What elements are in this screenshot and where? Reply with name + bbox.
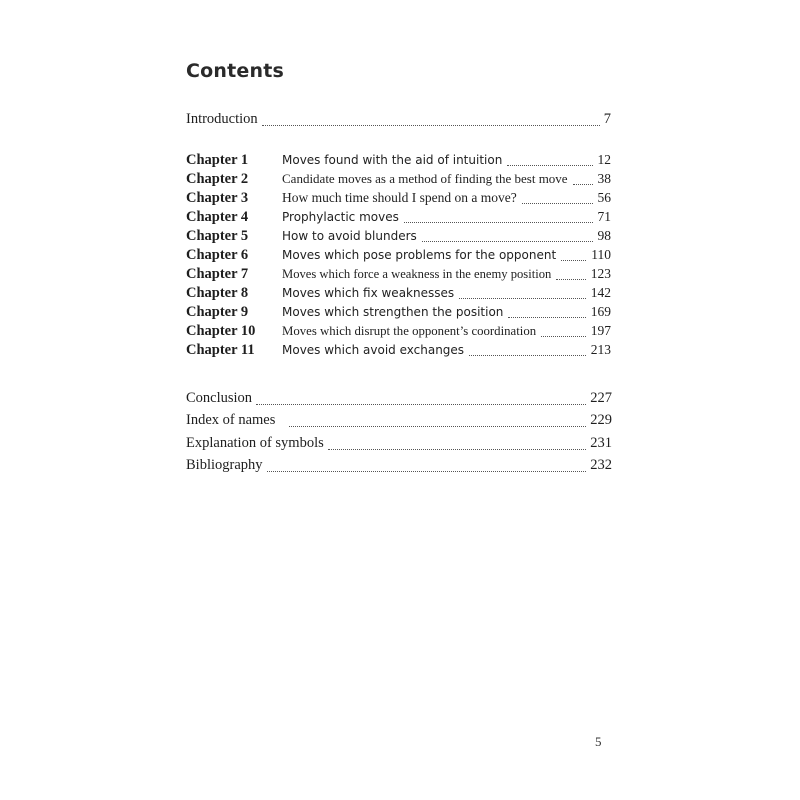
toc-entry-page: 227	[590, 390, 612, 406]
toc-entry-conclusion	[186, 390, 612, 410]
chapter-number: Chapter 10	[186, 323, 256, 339]
dot-leader	[328, 439, 587, 450]
toc-entry-page: 229	[590, 412, 612, 428]
chapter-page: 169	[590, 304, 611, 319]
toc-entry-label: Bibliography	[186, 457, 263, 473]
toc-entry-label: Explanation of symbols	[186, 435, 324, 451]
toc-entry-explanation-of-symbols	[186, 435, 612, 455]
dot-leader	[573, 175, 593, 185]
chapter-page: 12	[597, 152, 611, 167]
dot-leader	[267, 461, 587, 472]
dot-leader	[469, 346, 586, 356]
chapter-number: Chapter 4	[186, 209, 249, 225]
page-number: 5	[595, 734, 602, 749]
chapter-number: Chapter 1	[186, 152, 249, 168]
chapter-row	[186, 304, 611, 323]
chapter-row	[186, 228, 611, 247]
chapter-number: Chapter 6	[186, 247, 249, 263]
dot-leader	[459, 289, 586, 299]
chapter-row	[186, 190, 611, 209]
chapter-title: How to avoid blunders	[282, 229, 417, 243]
chapter-title: Moves which fix weaknesses	[282, 286, 455, 300]
dot-leader	[256, 394, 586, 405]
chapter-number: Chapter 2	[186, 171, 249, 187]
chapter-number: Chapter 5	[186, 228, 249, 244]
chapter-row	[186, 323, 611, 342]
chapter-number: Chapter 8	[186, 285, 249, 301]
dot-leader	[262, 115, 600, 126]
chapter-page: 98	[597, 228, 611, 243]
toc-entry-page: 232	[590, 457, 612, 473]
chapter-row	[186, 285, 611, 304]
toc-entry-label: Index of names	[186, 412, 276, 428]
chapter-number: Chapter 11	[186, 342, 255, 358]
chapter-title: How much time should I spend on a move?	[282, 190, 517, 205]
chapter-number: Chapter 3	[186, 190, 249, 206]
chapter-page: 56	[597, 190, 611, 205]
chapter-title: Prophylactic moves	[282, 210, 399, 224]
dot-leader	[404, 213, 593, 223]
dot-leader	[556, 270, 585, 280]
toc-entry-page: 231	[590, 435, 612, 451]
dot-leader	[289, 416, 586, 427]
chapter-page: 110	[591, 247, 611, 262]
dot-leader	[422, 232, 593, 242]
chapter-page: 213	[590, 342, 611, 357]
chapter-row	[186, 152, 611, 171]
toc-entry-index-of-names	[186, 412, 612, 432]
chapter-number: Chapter 9	[186, 304, 249, 320]
chapter-title: Moves which avoid exchanges	[282, 343, 465, 357]
chapter-row	[186, 342, 611, 361]
dot-leader	[508, 308, 585, 318]
chapter-row	[186, 266, 611, 285]
chapter-page: 38	[597, 171, 611, 186]
chapter-title: Candidate moves as a method of finding the best move	[282, 171, 568, 186]
chapter-number: Chapter 7	[186, 266, 249, 282]
toc-entry-introduction	[186, 111, 611, 131]
toc-entry-label: Introduction	[186, 111, 258, 127]
chapter-page: 197	[590, 323, 611, 338]
chapter-title: Moves which force a weakness in the enemy position	[282, 267, 552, 281]
chapter-title: Moves which pose problems for the opponent	[282, 248, 557, 262]
dot-leader	[541, 327, 586, 337]
dot-leader	[522, 194, 593, 204]
chapter-row	[186, 209, 611, 228]
dot-leader	[561, 251, 586, 261]
chapter-title: Moves found with the aid of intuition	[282, 153, 503, 167]
dot-leader	[507, 156, 592, 166]
toc-entry-page: 7	[603, 111, 611, 127]
chapter-row	[186, 171, 611, 190]
chapter-page: 71	[597, 209, 611, 224]
chapter-page: 123	[590, 266, 611, 281]
toc-entry-label: Conclusion	[186, 390, 253, 406]
chapter-page: 142	[590, 285, 611, 300]
chapter-row	[186, 247, 611, 266]
chapter-title: Moves which strengthen the position	[282, 305, 504, 319]
chapter-title: Moves which disrupt the opponent’s coordination	[282, 324, 537, 338]
page-title: Contents	[186, 60, 285, 82]
toc-entry-bibliography	[186, 457, 612, 477]
